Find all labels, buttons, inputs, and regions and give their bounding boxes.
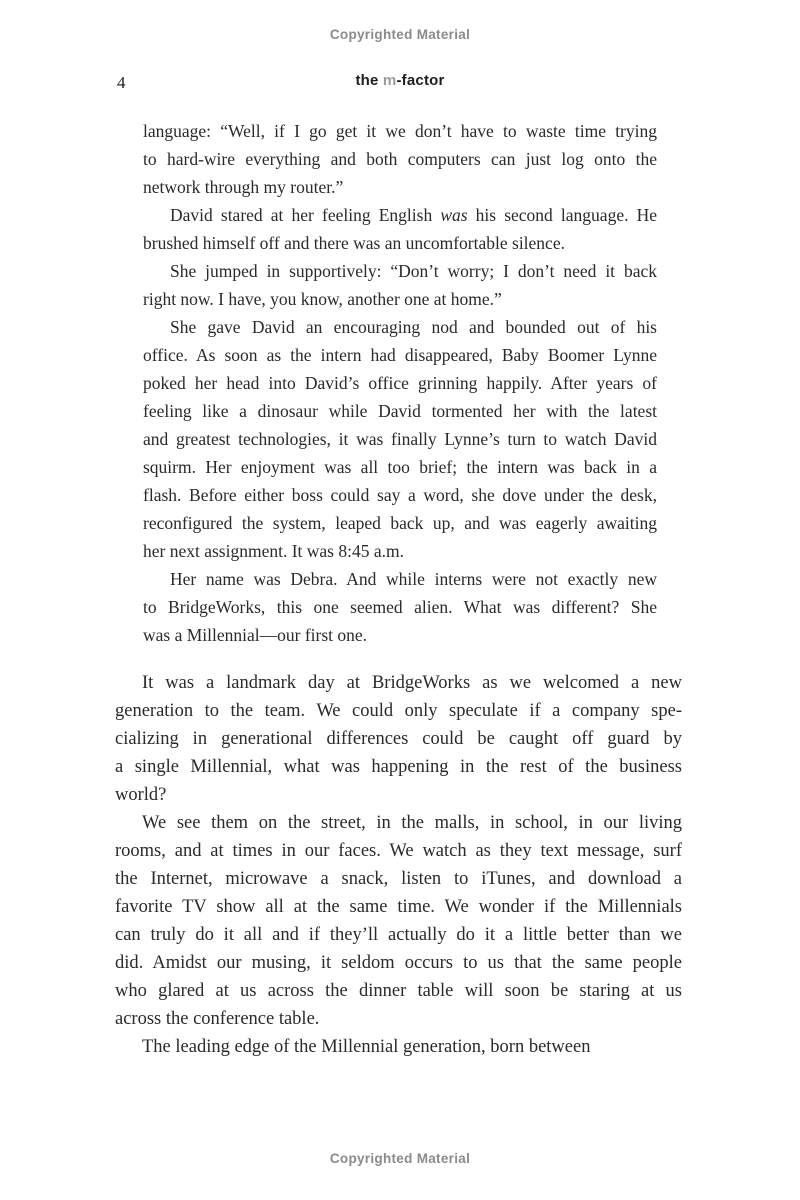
text-line: can truly do it all and if they’ll actually do it a little better than we: [115, 925, 682, 945]
text-line: to hard-wire everything and both computers can just log onto the: [143, 149, 657, 169]
copyright-notice-bottom: Copyrighted Material: [329, 1151, 471, 1166]
text-line: office. As soon as the intern had disappeared, Baby Boomer Lynne: [143, 345, 657, 365]
text-line: favorite TV show all at the same time. We wonder if the Millennials: [115, 897, 682, 917]
text-line: It was a landmark day at BridgeWorks as we welcomed a new: [142, 673, 682, 693]
text-line: who glared at us across the dinner table will soon be staring at us: [115, 981, 682, 1001]
paragraph: [115, 1033, 682, 1061]
text-line: was a Millennial—our first one.: [143, 625, 368, 645]
text-line: We see them on the street, in the malls, in school, in our living: [142, 813, 682, 833]
text-line: a single Millennial, what was happening in the rest of the business: [115, 757, 682, 777]
paragraph: [143, 117, 657, 201]
text-line: She gave David an encouraging nod and bounded out of his: [170, 317, 657, 337]
text-line: generation to the team. We could only speculate if a company spe-: [115, 701, 682, 721]
excerpt-block: [143, 117, 657, 649]
text-line: The leading edge of the Millennial generation, born between: [142, 1037, 591, 1057]
text-line: the Internet, microwave a snack, listen to iTunes, and download a: [115, 869, 682, 889]
running-head-pre: the: [355, 72, 383, 89]
running-head-post: -factor: [396, 72, 445, 89]
text-line: world?: [115, 785, 167, 805]
text-line: reconfigured the system, leaped back up, and was eagerly awaiting: [143, 513, 657, 533]
text-line: brushed himself off and there was an uncomfortable silence.: [143, 233, 565, 253]
text-line: Her name was Debra. And while interns were not exactly new: [170, 569, 657, 589]
text-line: her next assignment. It was 8:45 a.m.: [143, 541, 404, 561]
text-line: feeling like a dinosaur while David tormented her with the latest: [143, 401, 657, 421]
body-text-block: [115, 669, 682, 1061]
text-line: did. Amidst our musing, it seldom occurs to us that the same people: [115, 953, 682, 973]
text-line: to BridgeWorks, this one seemed alien. What was different? She: [143, 597, 657, 617]
text-line: network through my router.”: [143, 177, 344, 197]
text-line: She jumped in supportively: “Don’t worry; I don’t need it back: [170, 261, 657, 281]
text-line: poked her head into David’s office grinning happily. After years of: [143, 373, 657, 393]
text-line: rooms, and at times in our faces. We watch as they text message, surf: [115, 841, 682, 861]
paragraph: [115, 669, 682, 809]
text-line: cializing in generational differences could be caught off guard by: [115, 729, 682, 749]
paragraph: [143, 565, 657, 649]
text-line: squirm. Her enjoyment was all too brief; the intern was back in a: [143, 457, 657, 477]
text-line: language: “Well, if I go get it we don’t have to waste time trying: [143, 121, 657, 141]
text-line: across the conference table.: [115, 1009, 320, 1029]
copyright-notice-top: Copyrighted Material: [329, 27, 471, 42]
text-line: and greatest technologies, it was finally Lynne’s turn to watch David: [143, 429, 657, 449]
text-line: right now. I have, you know, another one at home.”: [143, 289, 502, 309]
page-number: 4: [117, 73, 126, 92]
paragraph: [143, 257, 657, 313]
paragraph: [143, 313, 657, 565]
text-line: David stared at her feeling English was his second language. He: [170, 205, 657, 225]
page-header: [0, 72, 800, 94]
running-head: [0, 72, 800, 89]
paragraph: [115, 809, 682, 1033]
paragraph: [143, 201, 657, 257]
text-line: flash. Before either boss could say a word, she dove under the desk,: [143, 485, 657, 505]
running-head-m: m: [382, 72, 397, 89]
